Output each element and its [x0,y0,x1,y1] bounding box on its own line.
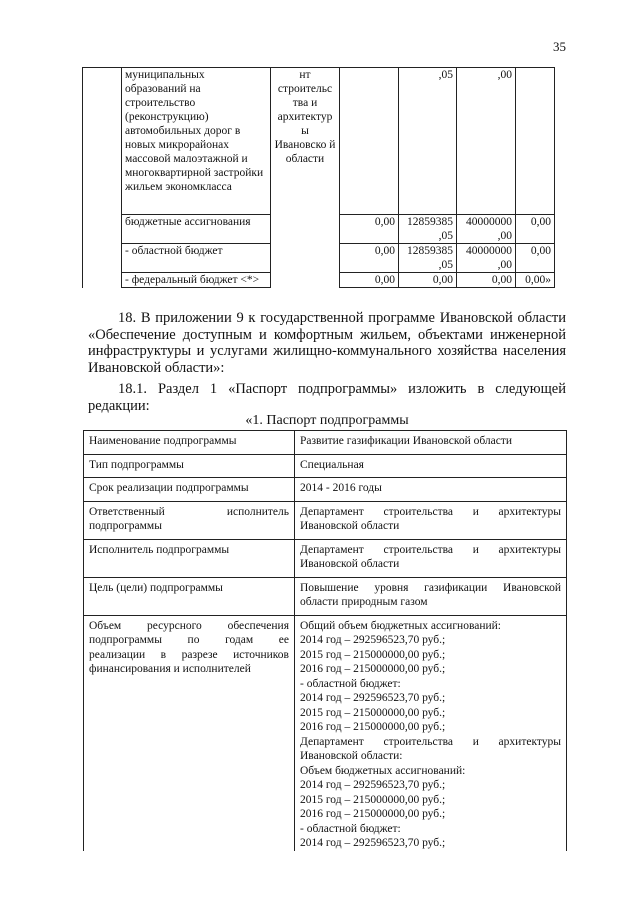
table-cell: нт строительс тва и архитектур ы Ивановско й области [271,68,340,288]
table-cell: 40000000 ,00 [457,244,516,273]
table-cell: 0,00 [457,273,516,288]
table-row [84,615,567,851]
resource-line: Департамент строительства и архитектуры Ивановской области: [300,735,561,762]
resource-line: Объем бюджетных ассигнований: [300,764,466,777]
table-row [84,454,567,478]
resource-label-line: Объем ресурсного обеспечения [89,619,289,632]
passport-title: «1. Паспорт подпрограммы [245,413,409,428]
passport-label: Исполнитель подпрограммы [84,539,295,577]
table-cell: бюджетные ассигнования [122,215,271,244]
table-cell: - областной бюджет [122,244,271,273]
table-cell: 0,00 [340,244,399,273]
table-cell: 40000000 ,00 [457,215,516,244]
table-row [84,431,567,455]
table-row [84,539,567,577]
table-cell: - федеральный бюджет <*> [122,273,271,288]
table-cell: 0,00 [340,215,399,244]
paragraph-18-1: 18.1. Раздел 1 «Паспорт подпрограммы» изложить в следующей редакции: [88,381,566,414]
passport-value: Повышение уровня газификации Ивановской области природным газом [295,577,567,615]
table-cell: муниципальных образований на строительство (реконструкцию) автомобильных дорог в новых микрорайонах массовой малоэтажной и многоквартирной застройки жильем экономкласса [122,68,271,215]
resource-line: 2016 год – 215000000,00 руб.; [300,663,446,675]
passport-value: Департамент строительства и архитектуры Ивановской области [295,539,567,577]
table-cell: 0,00 [399,273,457,288]
resource-line: Общий объем бюджетных ассигнований: [300,619,501,632]
resource-line: 2015 год – 215000000,00 руб.; [300,793,446,806]
table-cell: 0,00 [516,244,555,273]
table-row [84,478,567,502]
passport-label: Наименование подпрограммы [84,431,295,455]
table-cell: 12859385 ,05 [399,215,457,244]
table-row [83,68,555,215]
resource-label-line: подпрограммы по годам ее [89,634,289,646]
top-funding-table [82,67,555,288]
resource-line: 2015 год – 215000000,00 руб.; [300,706,446,719]
resource-label [84,615,295,851]
table-cell: 0,00» [516,273,555,288]
passport-value: Развитие газификации Ивановской области [295,431,567,455]
resource-line: 2014 год – 292596523,70 руб.; [300,779,446,791]
page-number: 35 [553,39,566,54]
resource-label-line: финансирования и исполнителей [89,663,251,675]
passport-table [83,430,567,851]
table-cell: ,00 [457,68,516,215]
table-cell: 12859385 ,05 [399,244,457,273]
table-cell [340,68,399,215]
passport-label: Срок реализации подпрограммы [84,478,295,502]
table-row [84,501,567,539]
resource-line: 2014 год – 292596523,70 руб.; [300,692,446,704]
resource-line: 2014 год – 292596523,70 руб.; [300,634,446,646]
table-cell: ,05 [399,68,457,215]
passport-label: Ответственный исполнитель подпрограммы [84,501,295,539]
resource-line: 2014 год – 292596523,70 руб.; [300,837,446,849]
passport-label: Цель (цели) подпрограммы [84,577,295,615]
resource-line: - областной бюджет: [300,677,401,690]
paragraph-18: 18. В приложении 9 к государственной программе Ивановской области «Обеспечение доступным и комфортным жильем, объектами инженерной инфраструктуры и услугами жилищно-коммунального хозяйства населения Ивановской области»: [88,310,566,376]
table-row [84,577,567,615]
table-cell: 0,00 [340,273,399,288]
passport-label: Тип подпрограммы [84,454,295,478]
resource-line: 2016 год – 215000000,00 руб.; [300,721,446,733]
passport-value: Департамент строительства и архитектуры Ивановской области [295,501,567,539]
passport-value: 2014 - 2016 годы [295,478,567,502]
table-cell: 0,00 [516,215,555,244]
resource-line: 2015 год – 215000000,00 руб.; [300,648,446,661]
resource-label-line: реализации в разрезе источников [89,648,289,661]
resource-line: - областной бюджет: [300,822,401,835]
passport-value: Специальная [295,454,567,478]
resource-line: 2016 год – 215000000,00 руб.; [300,808,446,820]
table-cell [83,68,122,288]
resource-value [295,615,567,851]
table-cell [516,68,555,215]
